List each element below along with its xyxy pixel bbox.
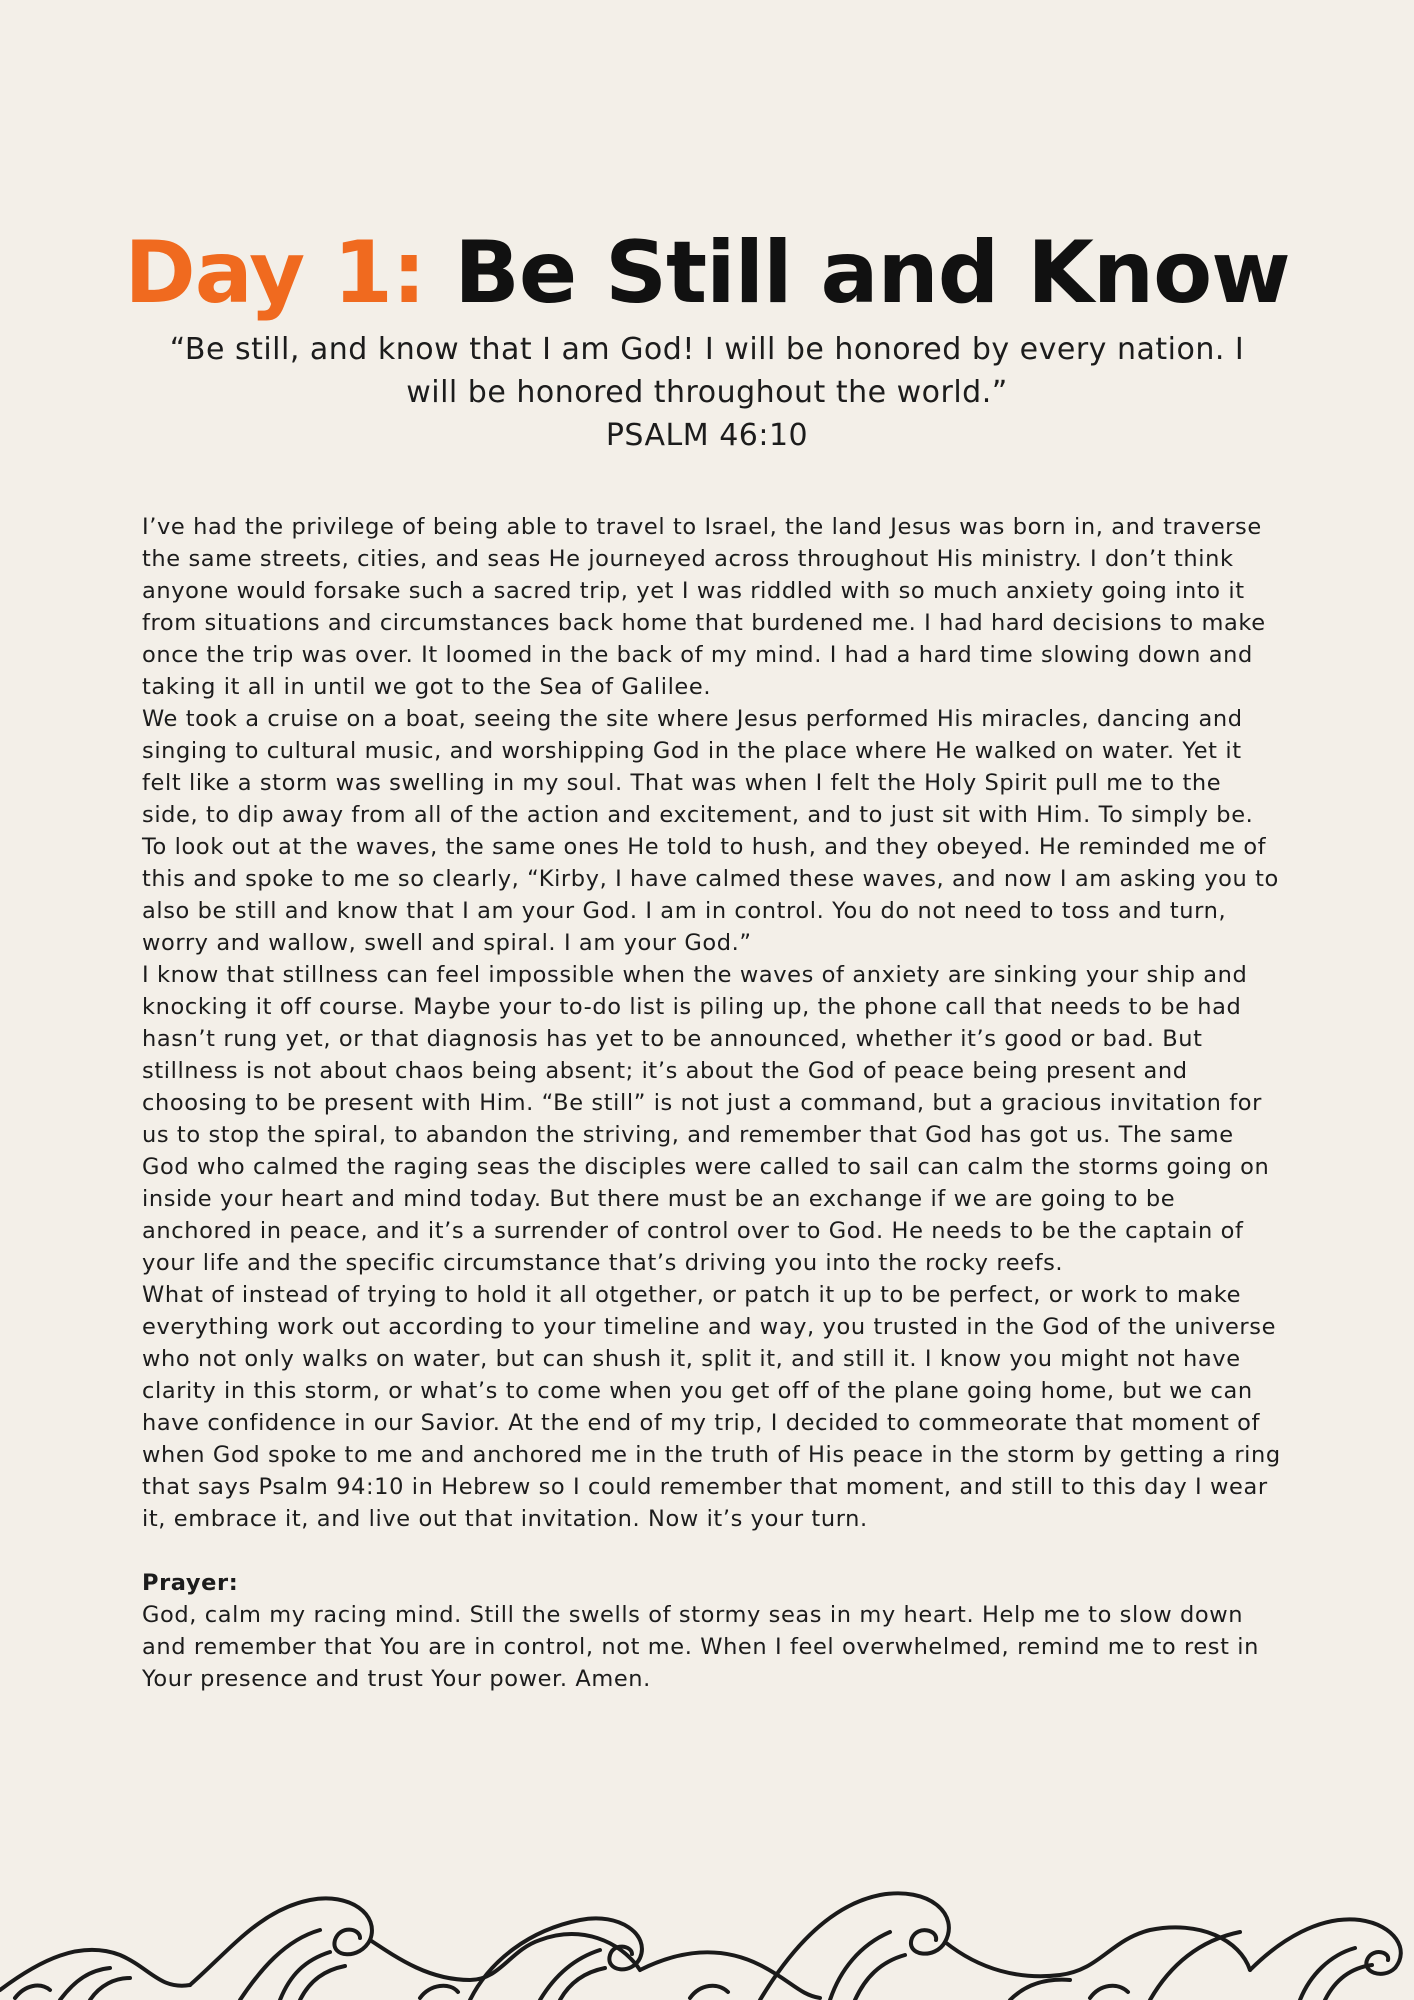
verse-text: “Be still, and know that I am God! I will be honored by every nation. I will be honored throughout the world.” xyxy=(169,332,1245,410)
title-name: Be Still and Know xyxy=(454,222,1290,323)
paragraph-2: We took a cruise on a boat, seeing the site where Jesus performed His miracles, dancing and singing to cultural music, and worshipping God in the place where He walked on water. Yet it felt like a storm was swelling in my soul. That was when I felt the Holy Spirit pull me to the side, to dip away from all of the action and excitement, and to just sit with Him. To simply be. To look out at the waves, the same ones He told to hush, and they obeyed. He reminded me of this and spoke to me so clearly, “Kirby, I have calmed these waves, and now I am asking you to also be still and know that I am your God. I am in control. You do not need to toss and turn, worry and wallow, swell and spiral. I am your God.” xyxy=(142,706,1279,956)
paragraph-4: What of instead of trying to hold it all otgether, or patch it up to be perfect, or work to make everything work out according to your timeline and way, you trusted in the God of the universe who not only walks on water, but can shush it, split it, and still it. I know you might not have clarity in this storm, or what’s to come when you get off of the plane going home, but we can have confidence in our Savior. At the end of my trip, I decided to commeorate that moment of when God spoke to me and anchored me in the truth of His peace in the storm by getting a ring that says Psalm 94:10 in Hebrew so I could remember that moment, and still to this day I wear it, embrace it, and live out that invitation. Now it’s your turn. xyxy=(142,1282,1281,1532)
paragraph-3: I know that stillness can feel impossible when the waves of anxiety are sinking your ship and knocking it off course. Maybe your to-do list is piling up, the phone call that needs to be had hasn’t rung yet, or that diagnosis has yet to be announced, whether it’s good or bad. But stillness is not about chaos being absent; it’s about the God of peace being present and choosing to be present with Him. “Be still” is not just a command, but a gracious invitation for us to stop the spiral, to abandon the striving, and remember that God has got us. The same God who calmed the raging seas the disciples were called to sail can calm the storms going on inside your heart and mind today. But there must be an exchange if we are going to be anchored in peace, and it’s a surrender of control over to God. He needs to be the captain of your life and the specific circumstance that’s driving you into the rocky reefs. xyxy=(142,962,1270,1276)
scripture-quote xyxy=(150,328,1264,457)
verse-reference: PSALM 46:10 xyxy=(605,418,809,453)
prayer-text: God, calm my racing mind. Still the swells of stormy seas in my heart. Help me to slow down and remember that You are in control, not me. When I feel overwhelmed, remind me to rest in Your presence and trust Your power. Amen. xyxy=(142,1602,1259,1692)
page-title xyxy=(0,218,1414,328)
ocean-waves-icon xyxy=(0,1880,1414,2000)
devotional-body xyxy=(142,511,1282,1695)
paragraph-1: I’ve had the privilege of being able to travel to Israel, the land Jesus was born in, and traverse the same streets, cities, and seas He journeyed across throughout His ministry. I don’t think anyone would forsake such a sacred trip, yet I was riddled with so much anxiety going into it from situations and circumstances back home that burdened me. I had hard decisions to make once the trip was over. It loomed in the back of my mind. I had a hard time slowing down and taking it all in until we got to the Sea of Galilee. xyxy=(142,514,1266,700)
prayer-label: Prayer: xyxy=(142,1570,239,1596)
title-day-label: Day 1: xyxy=(124,222,426,323)
